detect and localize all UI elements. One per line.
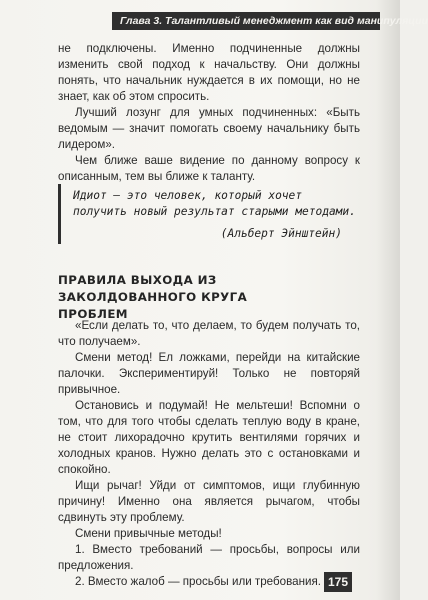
list-item: 2. Вместо жалоб — просьбы или требования. [75,575,321,588]
body-text-top [58,41,360,185]
body-text-bottom [58,318,360,590]
page-number: 175 [324,572,352,592]
chapter-header [112,12,428,30]
section-heading: ПРАВИЛА ВЫХОДА ИЗ ЗАКОЛДОВАННОГО КРУГА ПРОБЛЕМ [58,273,248,321]
paragraph: Чем ближе ваше видение по данному вопросу к описанным, тем вы ближе к таланту. [58,154,360,183]
paragraph: Остановись и подумай! Не мельтеши! Вспомни о том, что для того чтобы сделать теплую воду в кране, не стоит лихорадочно крутить вентилями горячих и холодных кранов. Нужно делать это с остановками и спокойно. [58,399,360,476]
paragraph: Смени привычные методы! [75,527,222,540]
quote-text: Идиот – это человек, который хочет получить новый результат старыми методами. [73,189,356,218]
chapter-title: Глава 3. Талантливый менеджмент как вид манипуляции [120,15,428,27]
paragraph: Ищи рычаг! Уйди от симптомов, ищи глубинную причину! Именно она является рычагом, чтобы сдвинуть эту проблему. [58,479,360,524]
paragraph: Лучший лозунг для умных подчиненных: «Быть ведомым — значит помогать своему начальнику быть лидером». [58,106,360,151]
quote-author: (Альберт Эйнштейн) [220,227,342,240]
paragraph: «Если делать то, что делаем, то будем получать то, что получаем». [58,319,360,348]
paragraph: Смени метод! Ел ложками, перейди на китайские палочки. Экспериментируй! Только не повторяй привычное. [58,351,360,396]
epigraph-quote [58,184,362,244]
list-item: 1. Вместо требований — просьбы, вопросы или предложения. [58,543,360,572]
paragraph: не подключены. Именно подчиненные должны изменить свой подход к начальству. Они должны понять, что начальник нуждается в их помощи, но не знает, как об этом спросить. [58,42,360,103]
